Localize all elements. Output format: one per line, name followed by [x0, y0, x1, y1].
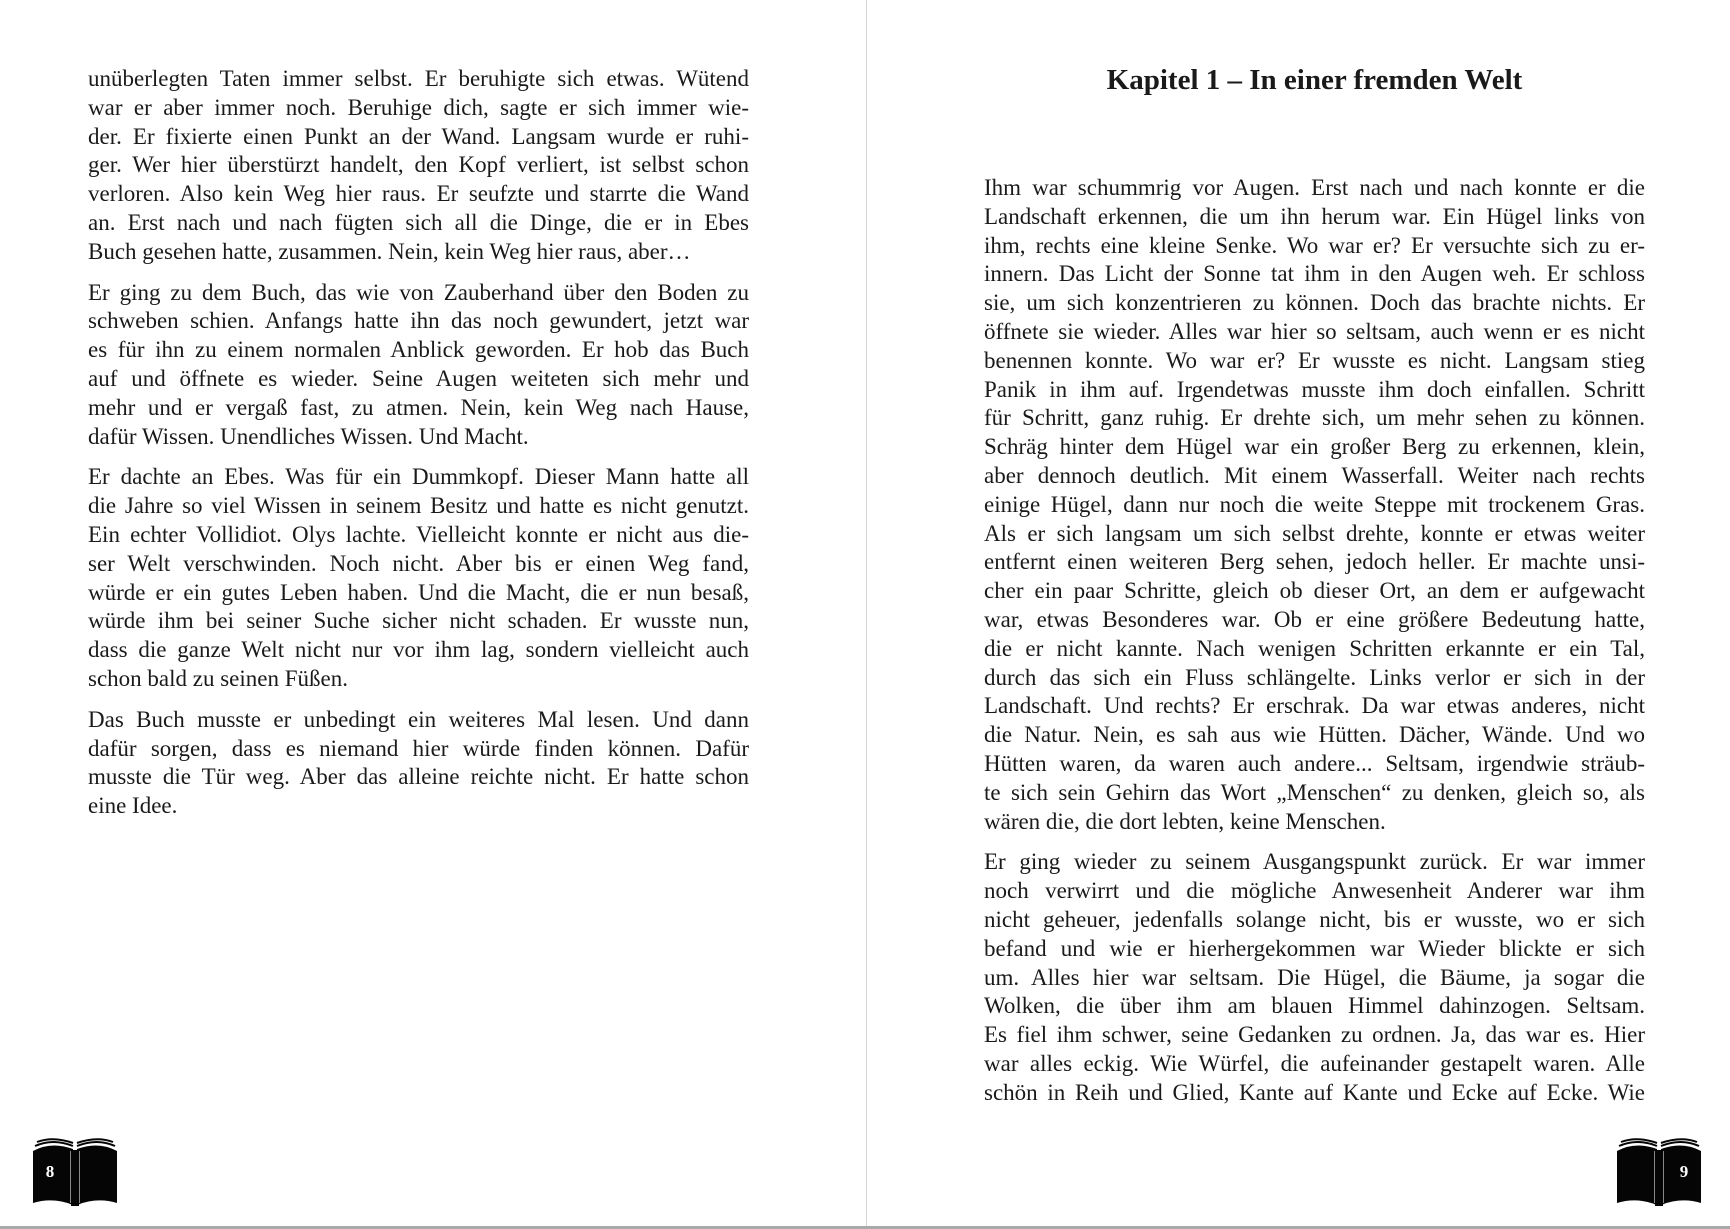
text-line: dafür sorgen, dass es niemand hier würde finden können. Dafür	[88, 735, 749, 761]
text-line: Ein echter Vollidiot. Olys lachte. Vielleicht konnte er nicht aus die-	[88, 521, 749, 547]
text-line: unüberlegten Taten immer selbst. Er beruhigte sich etwas. Wütend	[88, 66, 749, 91]
page-number-right: 9	[1679, 1162, 1689, 1181]
text-line: entfernt einen weiteren Berg sehen, jedoch heller. Er machte unsi-	[984, 549, 1645, 575]
text-line: Er ging zu dem Buch, das wie von Zauberhand über den Boden zu	[88, 279, 749, 305]
right-page-text	[984, 174, 1645, 1120]
page-number-left: 8	[45, 1162, 55, 1181]
paragraph	[984, 174, 1645, 836]
text-line: Er ging wieder zu seinem Ausgangspunkt zurück. Er war immer	[984, 849, 1645, 875]
text-line: ger. Wer hier überstürzt handelt, den Kopf verliert, ist selbst schon	[88, 152, 749, 178]
text-line: Ihm war schummrig vor Augen. Erst nach und nach konnte er die	[984, 175, 1645, 200]
text-line: dass die ganze Welt nicht nur vor ihm lag, sondern vielleicht auch	[88, 637, 749, 663]
paragraph	[88, 279, 749, 452]
text-line: innern. Das Licht der Sonne tat ihm in den Augen weh. Er schloss	[984, 261, 1645, 287]
left-page-text	[88, 65, 749, 833]
paragraph	[88, 65, 749, 267]
text-line: nicht geheuer, jedenfalls solange nicht, bis er wusste, wo er sich	[984, 906, 1645, 932]
text-line: benennen konnte. Wo war er? Er wusste es nicht. Langsam stieg	[984, 347, 1645, 373]
text-line: schon bald zu seinen Füßen.	[88, 665, 348, 691]
text-line: einige Hügel, dann nur noch die weite Steppe mit trockenem Gras.	[984, 491, 1645, 517]
text-line: dafür Wissen. Unendliches Wissen. Und Macht.	[88, 423, 529, 449]
text-line: ihm, rechts eine kleine Senke. Wo war er? Er versuchte sich zu er-	[984, 232, 1645, 258]
text-line: aber dennoch deutlich. Mit einem Wasserfall. Weiter nach rechts	[984, 462, 1645, 488]
text-line: eine Idee.	[88, 793, 178, 819]
text-line: die Natur. Nein, es sah aus wie Hütten. Dächer, Wände. Und wo	[984, 722, 1645, 748]
text-line: sie, um sich konzentrieren zu können. Doch das brachte nichts. Er	[984, 290, 1645, 316]
text-line: Landschaft. Und rechts? Er erschrak. Da war etwas anderes, nicht	[984, 693, 1645, 719]
text-line: musste die Tür weg. Aber das alleine reichte nicht. Er hatte schon	[88, 764, 749, 790]
text-line: Hütten waren, da waren auch andere... Seltsam, irgendwie sträub-	[984, 750, 1645, 776]
text-line: cher ein paar Schritte, gleich ob dieser Ort, an dem er aufgewacht	[984, 578, 1645, 604]
text-line: es für ihn zu einem normalen Anblick geworden. Er hob das Buch	[88, 337, 749, 363]
text-line: war er aber immer noch. Beruhige dich, sagte er sich immer wie-	[88, 94, 749, 120]
text-line: Es fiel ihm schwer, seine Gedanken zu ordnen. Ja, das war es. Hier	[984, 1022, 1645, 1048]
open-book-icon	[31, 1137, 119, 1207]
text-line: Als er sich langsam um sich selbst drehte, konnte er etwas weiter	[984, 520, 1645, 546]
text-line: Er dachte an Ebes. Was für ein Dummkopf. Dieser Mann hatte all	[88, 464, 749, 490]
open-book-icon	[1615, 1137, 1703, 1207]
text-line: verloren. Also kein Weg hier raus. Er seufzte und starrte die Wand	[88, 181, 749, 207]
text-line: würde ihm bei seiner Suche sicher nicht schaden. Er wusste nun,	[88, 608, 749, 634]
text-line: für Schritt, ganz ruhig. Er drehte sich, um mehr sehen zu können.	[984, 405, 1645, 431]
text-line: wären die, die dort lebten, keine Menschen.	[984, 808, 1386, 834]
text-line: um. Alles hier war seltsam. Die Hügel, die Bäume, ja sogar die	[984, 964, 1645, 990]
paragraph	[88, 463, 749, 693]
paragraph	[88, 706, 749, 821]
text-line: öffnete sie wieder. Alles war hier so seltsam, auch wenn er es nicht	[984, 318, 1645, 344]
text-line: befand und wie er hierhergekommen war Wieder blickte er sich	[984, 935, 1645, 961]
text-line: Schräg hinter dem Hügel war ein großer Berg zu erkennen, klein,	[984, 434, 1645, 460]
text-line: Das Buch musste er unbedingt ein weiteres Mal lesen. Und dann	[88, 706, 749, 732]
text-line: ser Welt verschwinden. Noch nicht. Aber bis er einen Weg fand,	[88, 550, 749, 576]
text-line: die er nicht kannte. Nach wenigen Schritten erkannte er ein Tal,	[984, 635, 1645, 661]
text-line: die Jahre so viel Wissen in seinem Besitz und hatte es nicht genutzt.	[88, 493, 749, 519]
text-line: te sich sein Gehirn das Wort „Menschen“ zu denken, gleich so, als	[984, 779, 1645, 805]
text-line: an. Erst nach und nach fügten sich all die Dinge, die er in Ebes	[88, 209, 749, 235]
text-line: würde er ein gutes Leben haben. Und die Macht, die er nun besaß,	[88, 579, 749, 605]
chapter-title: Kapitel 1 – In einer fremden Welt	[1106, 64, 1523, 96]
page-gutter-divider	[866, 0, 867, 1227]
text-line: mehr und er vergaß fast, zu atmen. Nein, kein Weg nach Hause,	[88, 394, 749, 420]
text-line: war, etwas Besonderes war. Ob er eine größere Bedeutung hatte,	[984, 606, 1645, 632]
text-line: schön in Reih und Glied, Kante auf Kante und Ecke auf Ecke. Wie	[984, 1079, 1645, 1105]
text-line: schweben schien. Anfangs hatte ihn das noch gewundert, jetzt war	[88, 308, 749, 334]
text-line: war alles eckig. Wie Würfel, die aufeinander gestapelt waren. Alle	[984, 1050, 1645, 1076]
text-line: Buch gesehen hatte, zusammen. Nein, kein Weg hier raus, aber…	[88, 238, 691, 264]
text-line: durch das sich ein Fluss schlängelte. Links verlor er sich in der	[984, 664, 1645, 690]
text-line: auf und öffnete es wieder. Seine Augen weiteten sich mehr und	[88, 365, 749, 391]
text-line: der. Er fixierte einen Punkt an der Wand. Langsam wurde er ruhi-	[88, 123, 749, 149]
text-line: noch verwirrt und die mögliche Anwesenheit Anderer war ihm	[984, 878, 1645, 904]
paragraph	[984, 848, 1645, 1107]
text-line: Panik in ihm auf. Irgendetwas musste ihm doch einfallen. Schritt	[984, 376, 1645, 402]
text-line: Wolken, die über ihm am blauen Himmel dahinzogen. Seltsam.	[984, 993, 1645, 1019]
text-line: Landschaft erkennen, die um ihn herum war. Ein Hügel links von	[984, 203, 1645, 229]
